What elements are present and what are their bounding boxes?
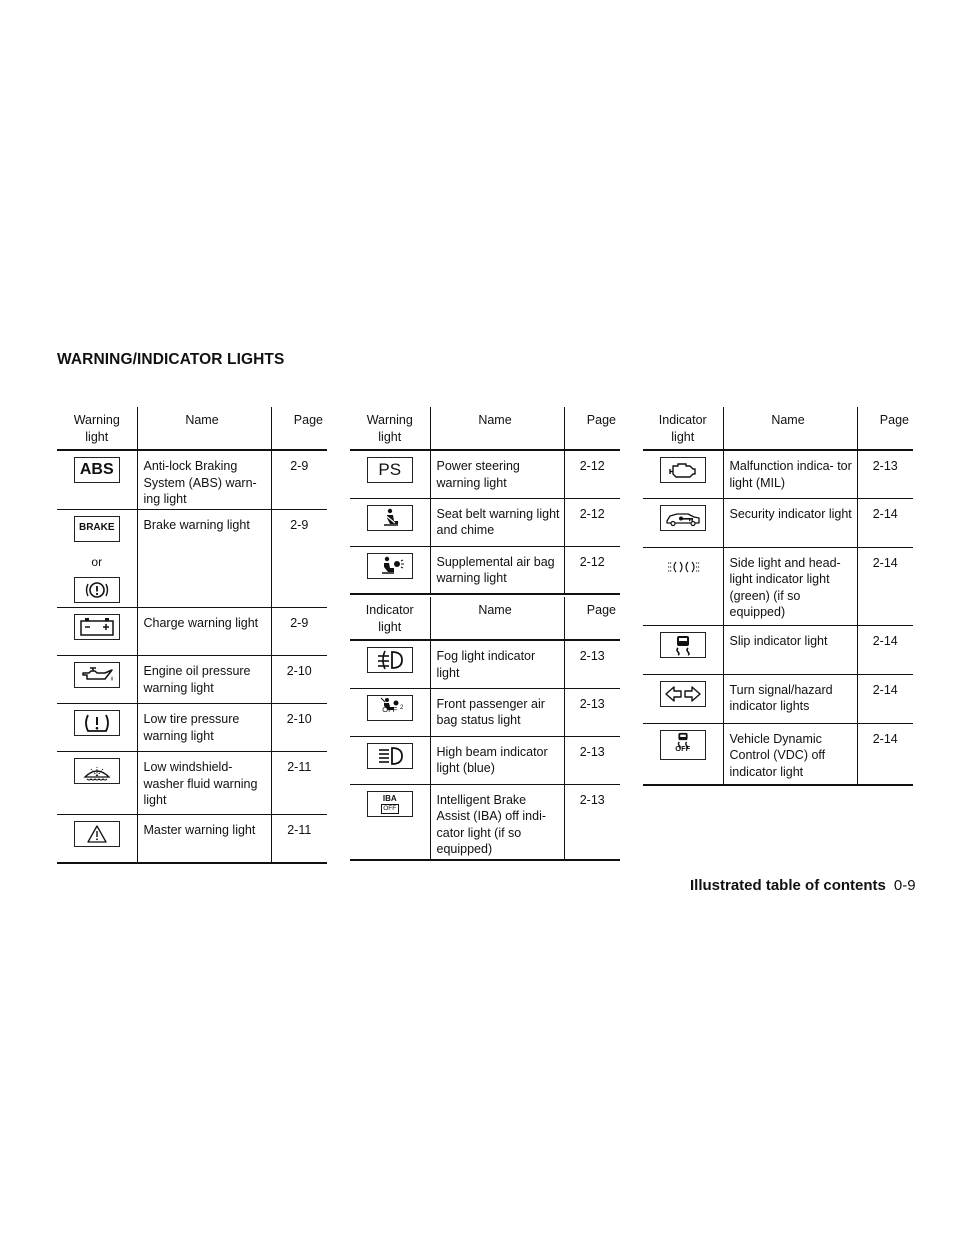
row-name: Anti-lock Braking System (ABS) warn- ing light (137, 450, 271, 509)
row-page: 2-12 (579, 554, 605, 569)
table-row (350, 546, 620, 594)
header-warning-light: Warning light (350, 407, 430, 450)
row-page: 2-14 (872, 731, 898, 746)
table-row (57, 509, 327, 608)
header-indicator-light: Indicator light (643, 407, 723, 450)
row-page: 2-13 (579, 744, 605, 759)
row-page: 2-13 (579, 792, 605, 807)
row-name: Security indicator light (723, 498, 857, 547)
table-row (643, 723, 913, 785)
row-name: Power steering warning light (430, 450, 564, 498)
row-page: 2-11 (287, 760, 312, 774)
table-row (57, 704, 327, 752)
row-name: Master warning light (137, 815, 271, 863)
table-row (643, 450, 913, 498)
row-name: Intelligent Brake Assist (IBA) off indi- cator light (if so equipped) (430, 784, 564, 860)
passenger-airbag-off-icon: 2 OFF (367, 695, 413, 721)
header-name: Name (137, 407, 271, 450)
header-page: Page (293, 413, 323, 427)
row-page: 2-9 (290, 517, 309, 532)
row-page: 2-13 (872, 459, 898, 473)
power-steering-icon: PS (367, 457, 413, 483)
turn-signal-icon (660, 681, 706, 707)
table-header-row (350, 407, 620, 450)
header-name: Name (430, 597, 564, 640)
row-name: Slip indicator light (723, 625, 857, 674)
tire-pressure-icon (74, 710, 120, 736)
warning-lights-table-2 (350, 407, 620, 595)
header-name: Name (723, 407, 857, 450)
header-warning-light: Warning light (57, 407, 137, 450)
row-name: Front passenger air bag status light (430, 688, 564, 736)
table-row (57, 450, 327, 509)
brake-circle-icon (74, 577, 120, 603)
row-name: Turn signal/hazard indicator lights (723, 674, 857, 723)
table-header-row (57, 407, 327, 450)
row-name: Brake warning light (137, 509, 271, 608)
table-row (350, 498, 620, 546)
table-row (350, 640, 620, 688)
battery-icon (74, 614, 120, 640)
row-page: 2-14 (872, 555, 898, 570)
footer-page-number: 0-9 (893, 877, 916, 894)
row-page: 2-11 (287, 823, 312, 837)
row-page: 2-10 (286, 664, 312, 678)
table-header-row (350, 597, 620, 640)
row-page: 2-12 (579, 506, 605, 521)
row-name: Side light and head- light indicator light (green) (if so equipped) (723, 547, 857, 625)
row-page: 2-14 (872, 633, 898, 648)
row-name: Low windshield- washer fluid warning light (137, 752, 271, 815)
washer-fluid-icon (74, 758, 120, 784)
row-page: 2-10 (286, 712, 312, 726)
indicator-lights-table-1 (350, 597, 620, 861)
row-page: 2-13 (579, 649, 605, 663)
row-name: Malfunction indica- tor light (MIL) (723, 450, 857, 498)
row-name: Low tire pressure warning light (137, 704, 271, 752)
row-name: Supplemental air bag warning light (430, 546, 564, 594)
airbag-icon (367, 553, 413, 579)
row-page: 2-14 (872, 682, 898, 697)
table-row (350, 784, 620, 860)
row-name: Fog light indicator light (430, 640, 564, 688)
table-header-row (643, 407, 913, 450)
row-name: Vehicle Dynamic Control (VDC) off indicator light (723, 723, 857, 785)
footer-section-title: Illustrated table of contents (690, 877, 886, 894)
table-row (57, 608, 327, 656)
table-row (57, 752, 327, 815)
row-page: 2-13 (579, 696, 605, 711)
table-row (57, 815, 327, 863)
header-indicator-light: Indicator light (350, 597, 430, 640)
table-row (643, 625, 913, 674)
row-page: 2-14 (872, 506, 898, 521)
iba-off-icon: IBA OFF (367, 791, 413, 817)
svg-text:2: 2 (399, 704, 404, 711)
table-row (350, 688, 620, 736)
seat-belt-icon (367, 505, 413, 531)
engine-malfunction-icon (660, 457, 706, 483)
security-car-key-icon (660, 505, 706, 531)
high-beam-icon (367, 743, 413, 769)
table-row (643, 547, 913, 625)
row-page: 2-9 (290, 616, 309, 630)
row-page: 2-12 (579, 459, 605, 473)
headlight-indicator-icon (660, 554, 706, 580)
header-name: Name (430, 407, 564, 450)
row-name: Seat belt warning light and chime (430, 498, 564, 546)
table-row (57, 656, 327, 704)
table-row (350, 450, 620, 498)
table-row (350, 736, 620, 784)
indicator-lights-table-2 (643, 407, 913, 786)
row-page: 2-9 (290, 459, 309, 473)
or-label: or (91, 555, 103, 569)
master-warning-icon (74, 821, 120, 847)
section-title: WARNING/INDICATOR LIGHTS (57, 351, 285, 368)
header-page: Page (586, 413, 616, 427)
table-row (643, 498, 913, 547)
row-name: Engine oil pressure warning light (137, 656, 271, 704)
warning-lights-table-1 (57, 407, 327, 864)
page-footer (690, 877, 916, 894)
vdc-off-icon: OFF (660, 730, 706, 760)
row-name: Charge warning light (137, 608, 271, 656)
brake-icon: BRAKE (74, 516, 120, 542)
header-page: Page (586, 603, 616, 617)
slip-indicator-icon (660, 632, 706, 658)
oil-can-icon (74, 662, 120, 688)
header-page: Page (879, 413, 909, 427)
table-row (643, 674, 913, 723)
fog-light-icon (367, 647, 413, 673)
abs-icon: ABS (74, 457, 120, 483)
row-name: High beam indicator light (blue) (430, 736, 564, 784)
